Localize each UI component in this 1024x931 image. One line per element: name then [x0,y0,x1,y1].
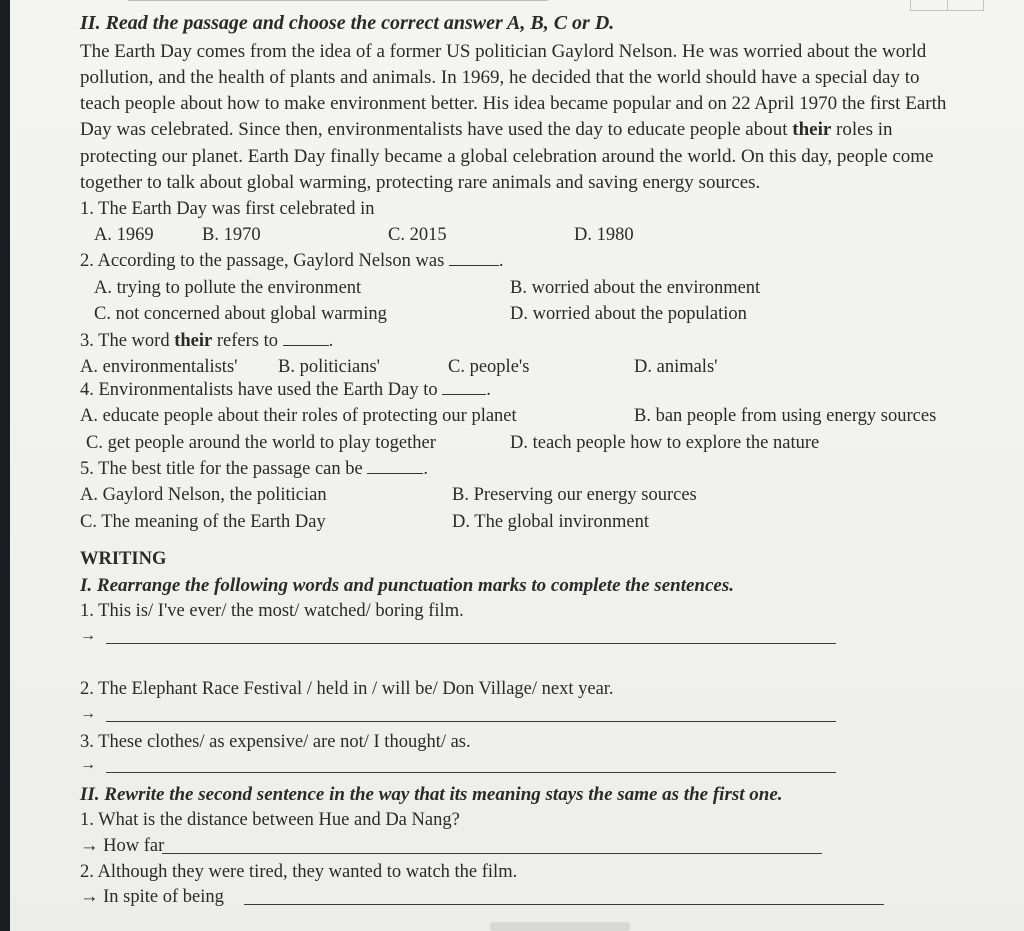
writing-part2-heading: II. Rewrite the second sentence in the way that its meaning stays the same as the first one. [80,784,783,805]
question-2-tail: . [498,251,504,271]
worksheet-page [10,0,1024,931]
q3-option-b: B. politicians' [278,357,380,377]
q5-option-a: A. Gaylord Nelson, the politician [80,485,327,505]
writing-title: WRITING [80,549,167,569]
answer-blank[interactable] [449,251,499,266]
answer-line-5[interactable] [244,904,884,905]
q5-option-c: C. The meaning of the Earth Day [80,512,326,532]
q1-option-b: B. 1970 [202,225,261,245]
q1-option-a: A. 1969 [94,225,154,245]
passage-line-1: The Earth Day comes from the idea of a former US politician Gaylord Nelson. He was worried about the world [80,41,927,62]
passage-text: Day was celebrated. Since then, environmentalists have used the day to educate people about [80,119,793,140]
arrow-icon: → [80,627,96,644]
passage-line-2: pollution, and the health of plants and animals. In 1969, he decided that the world should have a special day to [80,67,920,88]
question-4-text: 4. Environmentalists have used the Earth Day to [80,380,438,400]
answer-line-1[interactable] [106,643,836,644]
passage-bold-word: their [792,119,832,140]
arrow-icon: → [80,756,96,773]
rewrite-start-2: → In spite of being [80,887,224,907]
rearrange-item-3: 3. These clothes/ as expensive/ are not/ I thought/ as. [80,732,471,752]
question-2-stem [80,251,504,272]
passage-text: roles in [831,119,893,140]
question-4-tail: . [486,380,491,400]
question-5-tail: . [423,459,428,479]
passage-line-3: teach people about how to make environment better. His idea became popular and on 22 April 1970 the first Earth [80,93,947,114]
question-2-text: 2. According to the passage, Gaylord Nelson was [80,251,445,271]
answer-line-3[interactable] [106,772,836,773]
q5-option-b: B. Preserving our energy sources [452,485,697,505]
passage-line-6: together to talk about global warming, protecting rare animals and saving energy sources. [80,172,761,193]
q4-option-c: C. get people around the world to play together [86,433,436,453]
q3-option-c: C. people's [448,357,530,377]
q4-option-d: D. teach people how to explore the nature [510,433,820,453]
q1-option-c: C. 2015 [388,225,447,245]
page-bottom-shadow [490,922,630,931]
q2-option-d: D. worried about the population [510,304,747,324]
question-3-text: refers to [212,331,278,351]
arrow-icon: → [80,705,96,722]
header-score-box [910,0,984,11]
q3-option-a: A. environmentalists' [80,357,238,377]
writing-part1-heading: I. Rearrange the following words and punctuation marks to complete the sentences. [80,575,734,596]
passage-line-5: protecting our planet. Earth Day finally became a global celebration around the world. On this day, people come [80,146,934,167]
answer-blank[interactable] [283,331,329,346]
q5-option-d: D. The global invironment [452,512,649,532]
q2-option-c: C. not concerned about global warming [94,304,387,324]
answer-line-4[interactable] [162,853,822,854]
passage-line-4 [80,119,893,141]
question-4-stem [80,380,491,401]
question-3-bold-word: their [174,331,213,351]
q2-option-a: A. trying to pollute the environment [94,278,362,298]
rearrange-item-1: 1. This is/ I've ever/ the most/ watched/ boring film. [80,601,464,621]
question-1-stem: 1. The Earth Day was first celebrated in [80,199,375,219]
q4-option-b: B. ban people from using energy sources [634,406,937,426]
question-5-text: 5. The best title for the passage can be [80,459,363,479]
q1-option-d: D. 1980 [574,225,634,245]
question-3-text: 3. The word [80,331,175,351]
reading-heading: II. Read the passage and choose the correct answer A, B, C or D. [80,12,615,34]
q4-option-a: A. educate people about their roles of protecting our planet [80,406,517,426]
rearrange-item-2: 2. The Elephant Race Festival / held in / will be/ Don Village/ next year. [80,679,614,699]
q3-option-d: D. animals' [634,357,718,377]
rewrite-item-1: 1. What is the distance between Hue and Da Nang? [80,810,460,830]
header-rule [128,0,548,1]
answer-blank[interactable] [367,459,423,474]
question-3-stem [80,331,333,352]
question-5-stem [80,459,428,480]
answer-line-2[interactable] [106,721,836,722]
q2-option-b: B. worried about the environment [510,278,761,298]
question-3-tail: . [328,331,334,351]
rewrite-item-2: 2. Although they were tired, they wanted to watch the film. [80,862,518,882]
rewrite-start-1: → How far [80,836,165,856]
answer-blank[interactable] [442,380,486,395]
